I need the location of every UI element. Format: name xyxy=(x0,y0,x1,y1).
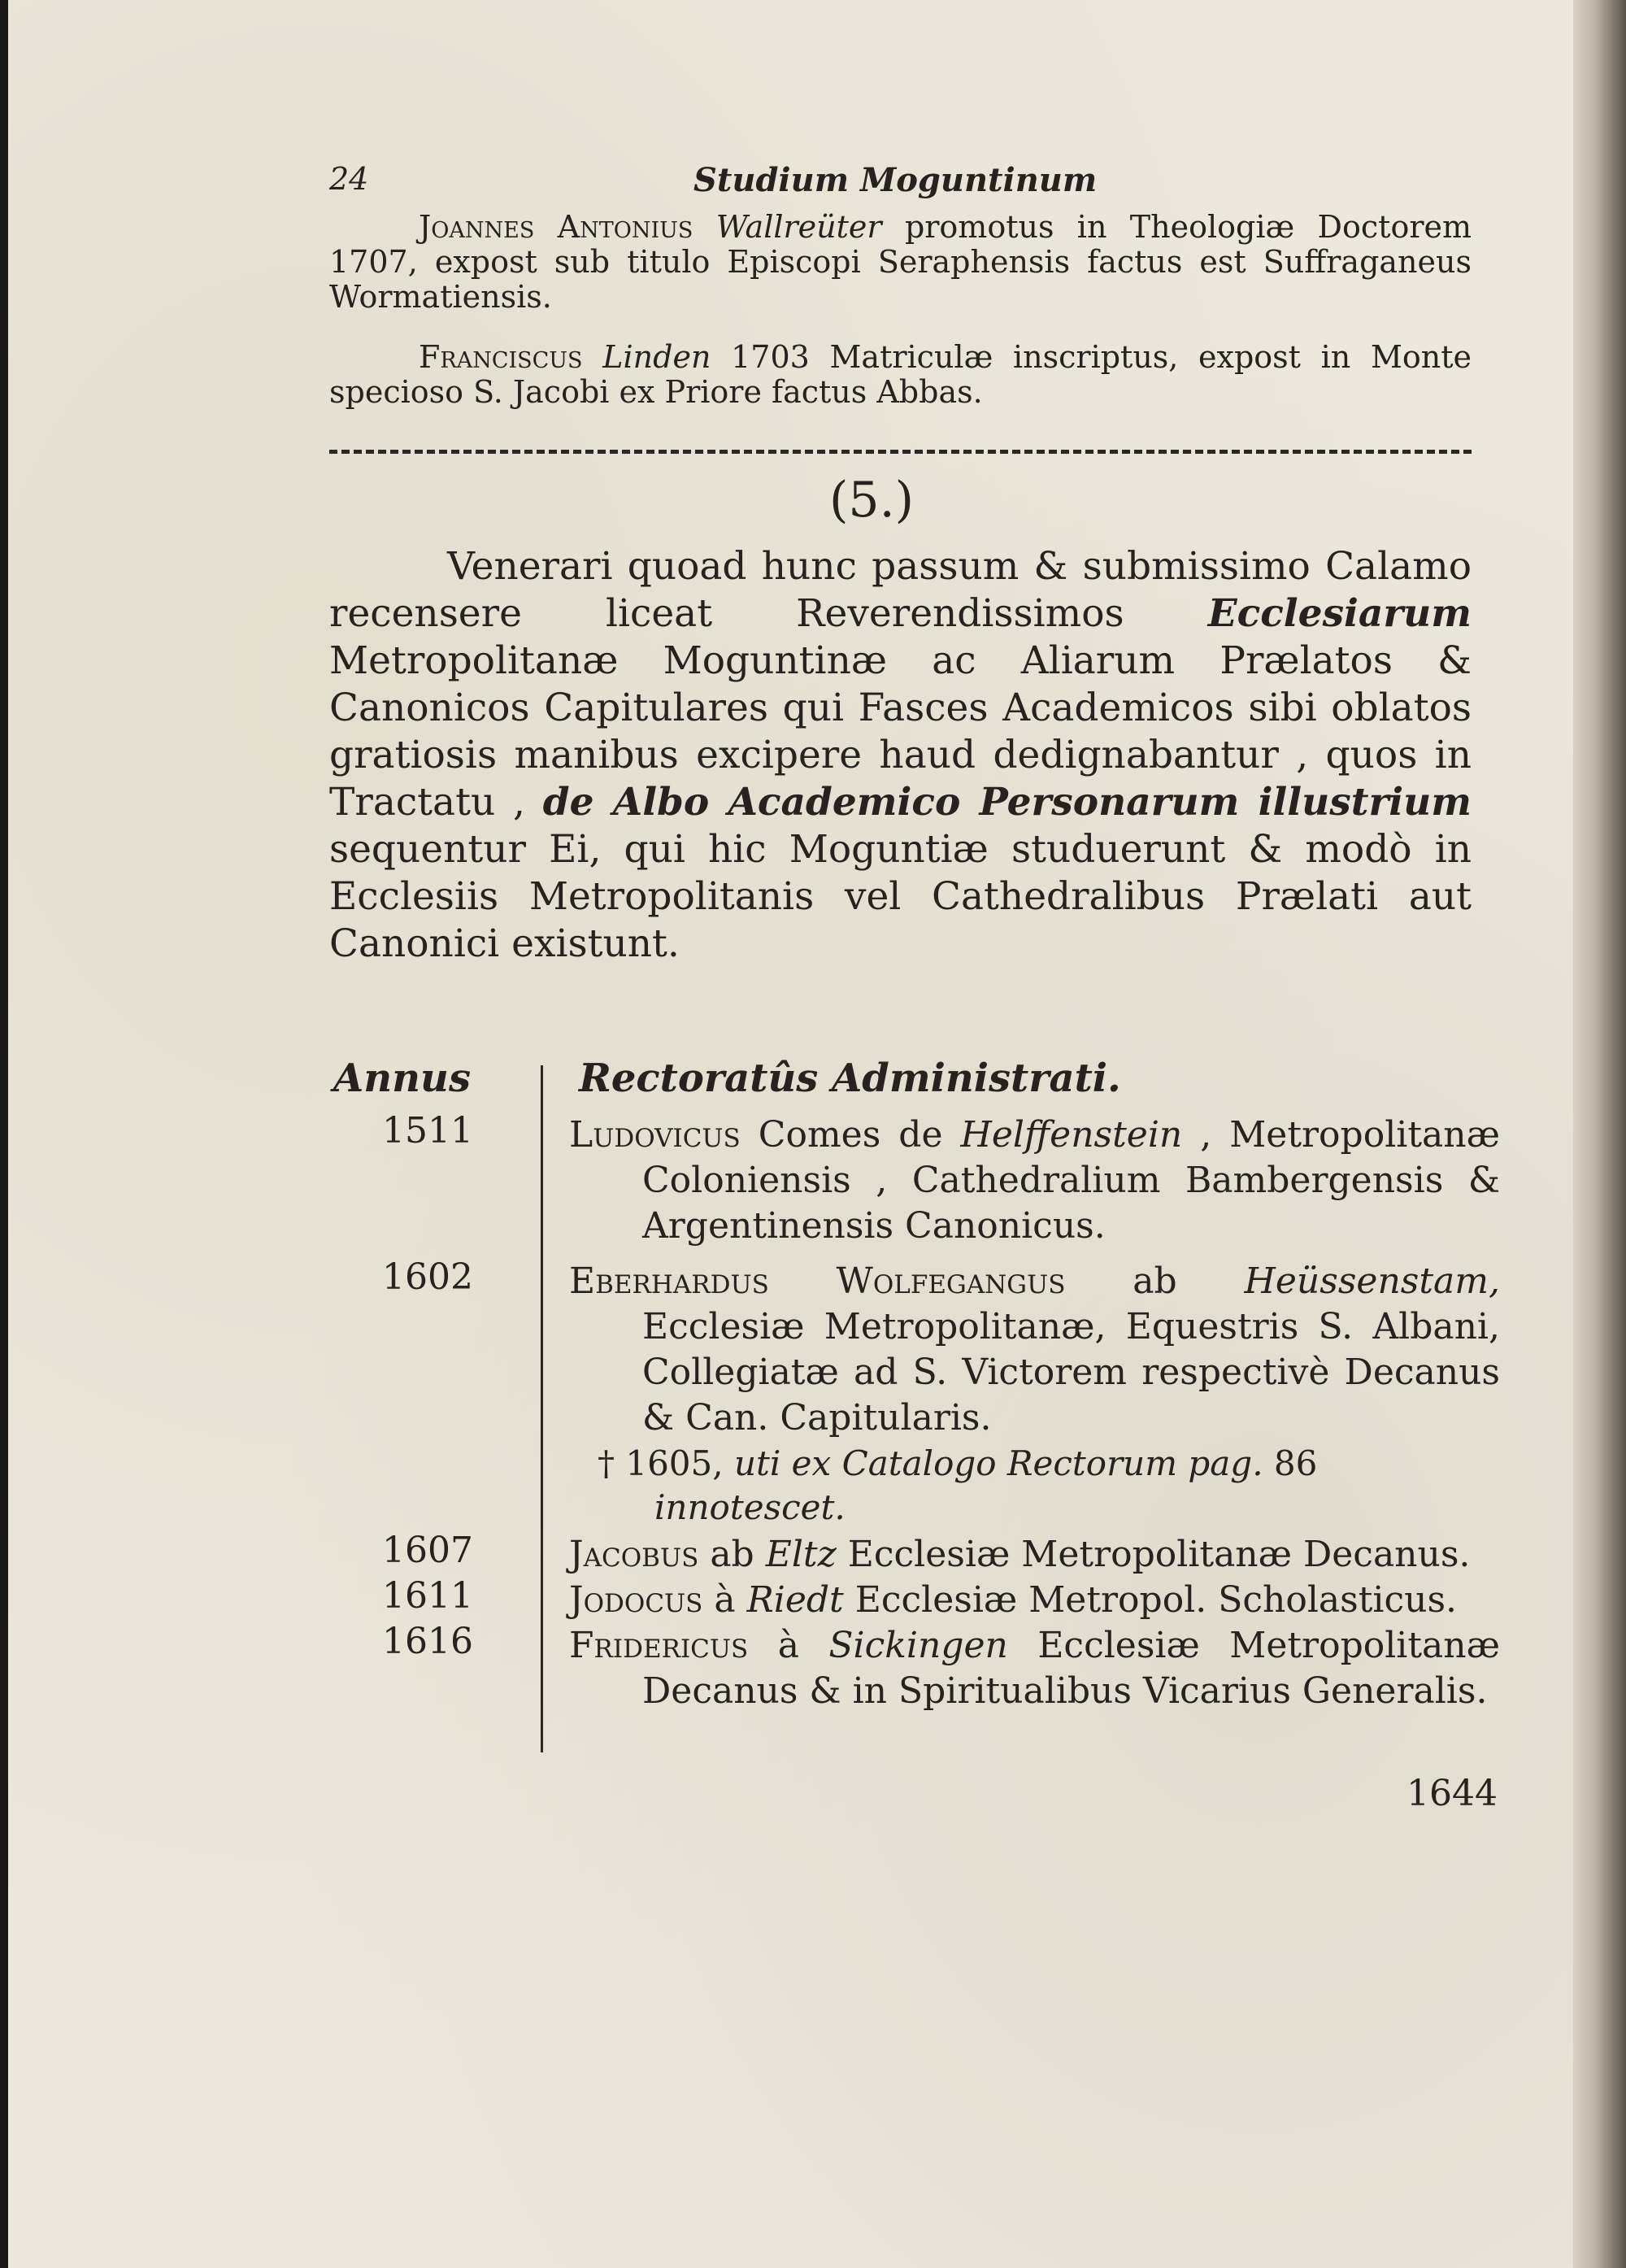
rector-name: Jacobus xyxy=(569,1534,699,1575)
rector-name: Ludovicus xyxy=(569,1114,741,1156)
section-number: (5.) xyxy=(829,472,915,529)
column-header-year: Annus xyxy=(333,1056,471,1101)
row-year: 1611 xyxy=(382,1575,473,1617)
dagger-icon: † xyxy=(598,1443,615,1483)
rector-surname: Eltz xyxy=(765,1534,837,1575)
rector-prefix: Comes de xyxy=(758,1114,943,1156)
scan-frame-left xyxy=(0,0,8,2268)
page-number: 24 xyxy=(329,161,369,197)
rector-name: Jodocus xyxy=(569,1579,703,1621)
main-text-italic1: Ecclesiarum xyxy=(1207,591,1472,636)
main-text-part1: Venerari quoad hunc passum & submissimo Calamo recensere liceat Reverendissimos xyxy=(329,544,1472,636)
row-year: 1511 xyxy=(382,1110,473,1151)
main-text-italic2: de Albo Academico Personarum illustrium xyxy=(542,780,1472,825)
rector-prefix: à xyxy=(714,1579,736,1621)
person-name: Joannes Antonius xyxy=(419,209,693,245)
main-paragraph xyxy=(329,543,1472,968)
person-surname: Linden xyxy=(602,339,711,375)
note-year: 1605, xyxy=(625,1443,724,1483)
rector-surname: Helffenstein xyxy=(960,1114,1183,1156)
row-year: 1602 xyxy=(382,1256,473,1298)
page-gutter-edge xyxy=(1573,0,1626,2268)
row-text xyxy=(569,1578,1500,1623)
person-name: Franciscus xyxy=(419,339,583,375)
rector-prefix: ab xyxy=(710,1534,754,1575)
row-year: 1616 xyxy=(382,1621,473,1662)
entry-text: 1703 Matriculæ inscriptus, expost in Monte specioso S. Jacobi ex Priore factus Abbas. xyxy=(329,339,1472,410)
rector-prefix: à xyxy=(777,1625,799,1666)
note-page: 86 xyxy=(1273,1443,1318,1483)
row-text xyxy=(569,1532,1500,1578)
rector-details: Ecclesiæ Metropolitanæ Decanus. xyxy=(847,1534,1471,1575)
running-title: Studium Moguntinum xyxy=(693,161,1098,199)
note-text-b: innotescet. xyxy=(654,1487,846,1527)
death-note xyxy=(598,1442,1496,1530)
page-header xyxy=(329,161,1476,210)
rector-surname: Riedt xyxy=(746,1579,844,1621)
row-text xyxy=(569,1259,1500,1441)
entry-linden xyxy=(329,340,1472,410)
rector-surname: Sickingen xyxy=(828,1625,1008,1666)
entry-text: promotus in Theologiæ Doctorem 1707, expost sub titulo Episcopi Seraphensis factus est Suffraganeus Wormatiensis. xyxy=(329,209,1472,315)
row-text xyxy=(569,1112,1500,1249)
rector-details: Ecclesiæ Metropolitanæ Decanus & in Spiritualibus Vicarius Generalis. xyxy=(642,1625,1500,1712)
person-surname: Wallreüter xyxy=(715,209,882,245)
row-text xyxy=(569,1623,1500,1714)
main-text-part3: sequentur Ei, qui hic Moguntiæ studuerunt & modò in Ecclesiis Metropolitanis vel Cathedralibus Prælati aut Canonici existunt. xyxy=(329,827,1472,966)
rector-prefix: ab xyxy=(1133,1260,1177,1302)
main-text-part2: Metropolitanæ Moguntinæ ac Aliarum Prælatos & Canonicos Capitulares qui Fasces Academicos sibi oblatos gratiosis manibus excipere haud dedignabantur , quos in Tractatu , xyxy=(329,638,1472,825)
rector-surname: Heüssenstam, xyxy=(1244,1260,1500,1302)
rector-details: Ecclesiæ Metropolitanæ, Equestris S. Albani, Collegiatæ ad S. Victorem respectivè Decanus & Can. Capitularis. xyxy=(642,1306,1500,1439)
rector-details: Ecclesiæ Metropol. Scholasticus. xyxy=(854,1579,1458,1621)
rector-details: , Metropolitanæ Coloniensis , Cathedralium Bambergensis & Argentinensis Canonicus. xyxy=(642,1114,1500,1247)
row-year: 1607 xyxy=(382,1530,473,1571)
entry-wallreuter xyxy=(329,210,1472,315)
rector-name: Fridericus xyxy=(569,1625,749,1666)
section-divider-rule xyxy=(329,450,1472,454)
note-text-a: uti ex Catalogo Rectorum pag. xyxy=(733,1443,1263,1483)
column-divider xyxy=(541,1065,543,1752)
catchword: 1644 xyxy=(1406,1773,1498,1814)
column-header-rectorate: Rectoratûs Administrati. xyxy=(579,1056,1121,1101)
rector-name: Eberhardus Wolfegangus xyxy=(569,1260,1066,1302)
